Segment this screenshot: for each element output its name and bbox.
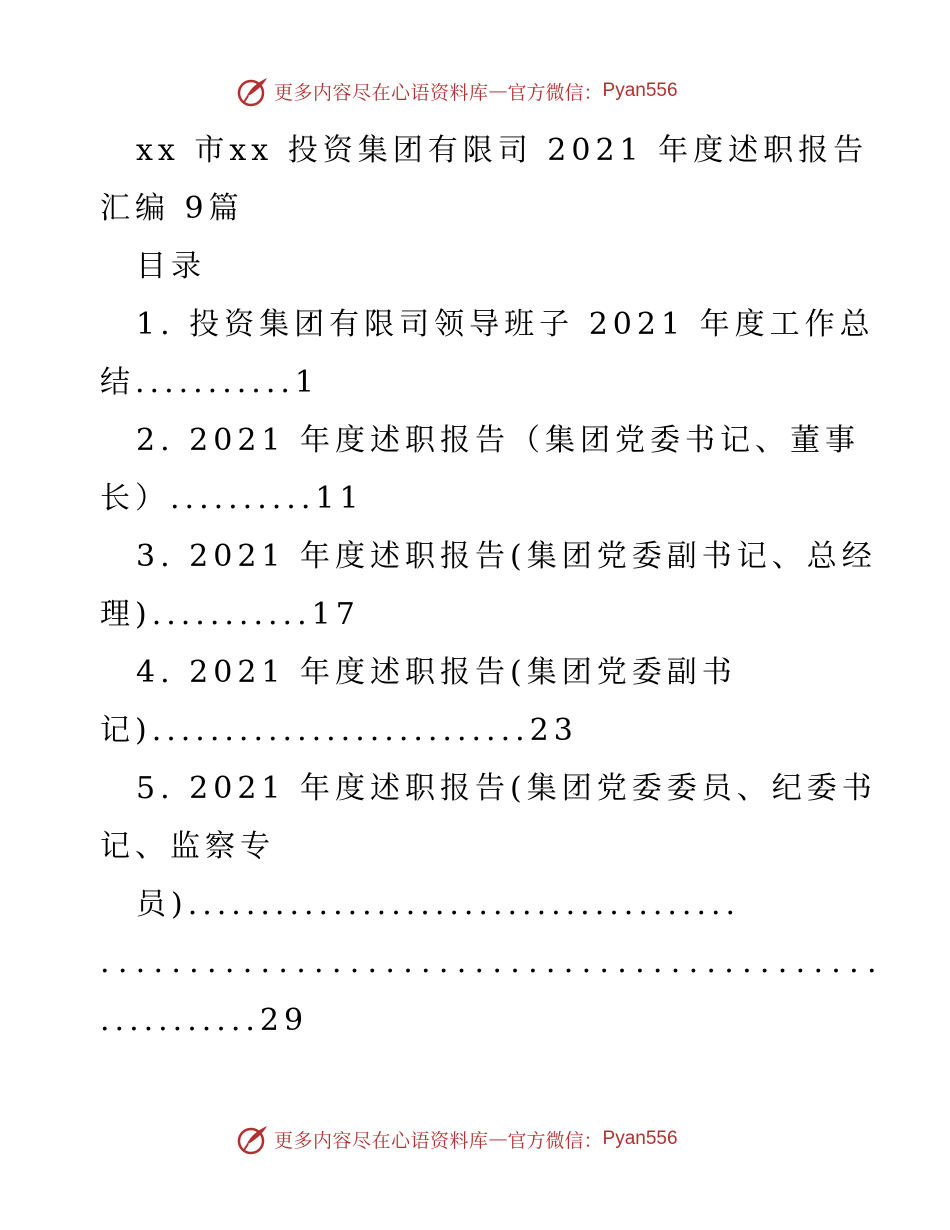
watermark-text: 更多内容尽在心语资料库	[274, 1129, 489, 1152]
watermark-label: 官方微信：	[507, 1129, 603, 1152]
toc-item-3-line-1: 3. 2021 年度述职报告(集团党委副书记、总经	[136, 539, 877, 574]
toc-item-5-line-2: 记、监察专	[100, 829, 275, 864]
watermark-header	[236, 74, 678, 108]
watermark-separator: —	[488, 1128, 508, 1150]
toc-item-4-line-1: 4. 2021 年度述职报告(集团党委副书	[136, 655, 737, 690]
toc-item-4-line-2: 记)..........................23	[100, 713, 578, 748]
watermark-label: 官方微信：	[507, 81, 603, 104]
doc-title-line-1: xx 市xx 投资集团有限司 2021 年度述职报告	[136, 133, 869, 168]
toc-item-5-line-1: 5. 2021 年度述职报告(集团党委委员、纪委书	[136, 771, 877, 806]
watermark-wechat-id: Pyan556	[602, 1128, 678, 1149]
document-body	[100, 122, 885, 1050]
toc-item-2-line-2: 长）..........11	[100, 481, 364, 516]
toc-item-5-line-5: ...........29	[100, 1003, 309, 1038]
toc-item-3-line-2: 理)...........17	[100, 597, 360, 632]
toc-item-5-line-4: ............................................	[100, 945, 885, 980]
quill-logo-icon	[236, 74, 270, 108]
doc-title-line-2: 汇编 9篇	[100, 191, 244, 226]
toc-item-1-line-1: 1. 投资集团有限司领导班子 2021 年度工作总	[136, 307, 875, 342]
quill-logo-icon	[236, 1122, 270, 1156]
toc-item-2-line-1: 2. 2021 年度述职报告（集团党委书记、董事	[136, 423, 861, 458]
watermark-wechat-id: Pyan556	[602, 80, 678, 101]
watermark-text: 更多内容尽在心语资料库	[274, 81, 489, 104]
toc-item-1-line-2: 结...........1	[100, 365, 319, 400]
watermark-separator: —	[488, 80, 508, 102]
toc-heading: 目录	[136, 249, 206, 284]
toc-item-5-line-3: 员)......................................	[136, 887, 741, 922]
watermark-footer	[236, 1122, 678, 1156]
